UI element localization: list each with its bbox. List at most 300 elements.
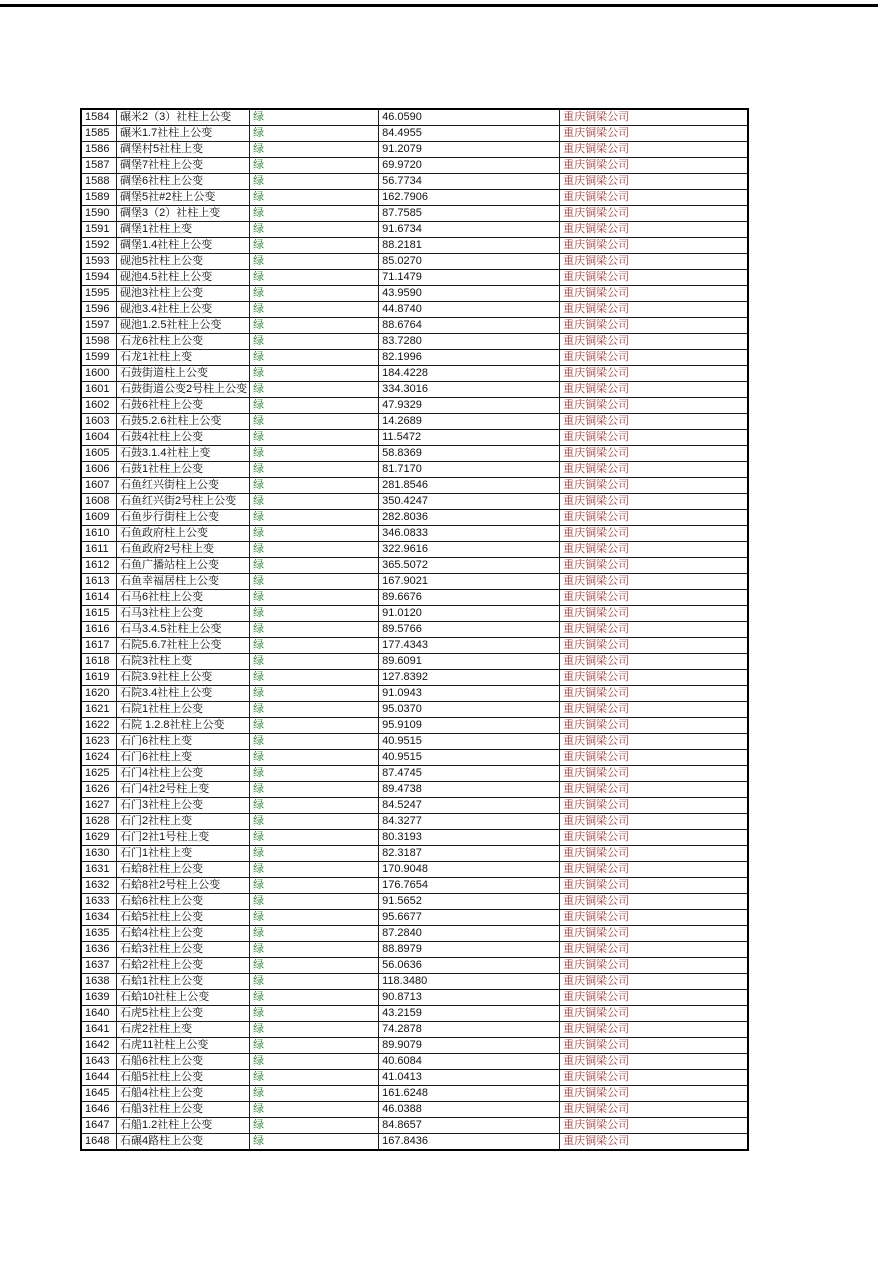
table-row xyxy=(81,526,748,542)
station-name-cell: 石船6社柱上公变 xyxy=(117,1054,250,1070)
company-cell: 重庆铜梁公司 xyxy=(560,270,749,286)
row-id-cell: 1623 xyxy=(81,734,117,750)
row-id-cell: 1643 xyxy=(81,1054,117,1070)
company-cell: 重庆铜梁公司 xyxy=(560,109,749,126)
status-cell: 绿 xyxy=(250,1086,379,1102)
status-cell: 绿 xyxy=(250,430,379,446)
company-cell: 重庆铜梁公司 xyxy=(560,334,749,350)
status-cell: 绿 xyxy=(250,798,379,814)
row-id-cell: 1624 xyxy=(81,750,117,766)
row-id-cell: 1648 xyxy=(81,1134,117,1151)
table-row xyxy=(81,1070,748,1086)
table-row xyxy=(81,158,748,174)
status-cell: 绿 xyxy=(250,590,379,606)
value-cell: 41.0413 xyxy=(379,1070,560,1086)
station-name-cell: 石鱼红兴街2号柱上公变 xyxy=(117,494,250,510)
station-name-cell: 石鼓4社柱上公变 xyxy=(117,430,250,446)
value-cell: 71.1479 xyxy=(379,270,560,286)
company-cell: 重庆铜梁公司 xyxy=(560,398,749,414)
status-cell: 绿 xyxy=(250,846,379,862)
row-id-cell: 1640 xyxy=(81,1006,117,1022)
row-id-cell: 1622 xyxy=(81,718,117,734)
table-row xyxy=(81,1102,748,1118)
station-name-cell: 石鱼步行街柱上公变 xyxy=(117,510,250,526)
status-cell: 绿 xyxy=(250,862,379,878)
table-row xyxy=(81,622,748,638)
company-cell: 重庆铜梁公司 xyxy=(560,622,749,638)
value-cell: 350.4247 xyxy=(379,494,560,510)
company-cell: 重庆铜梁公司 xyxy=(560,862,749,878)
company-cell: 重庆铜梁公司 xyxy=(560,494,749,510)
station-name-cell: 石门2社1号柱上变 xyxy=(117,830,250,846)
page-top-rule xyxy=(0,4,878,7)
value-cell: 161.6248 xyxy=(379,1086,560,1102)
station-name-cell: 碉堡村5社柱上变 xyxy=(117,142,250,158)
status-cell: 绿 xyxy=(250,718,379,734)
company-cell: 重庆铜梁公司 xyxy=(560,670,749,686)
company-cell: 重庆铜梁公司 xyxy=(560,574,749,590)
table-row xyxy=(81,1006,748,1022)
table-row xyxy=(81,606,748,622)
company-cell: 重庆铜梁公司 xyxy=(560,686,749,702)
company-cell: 重庆铜梁公司 xyxy=(560,1086,749,1102)
value-cell: 90.8713 xyxy=(379,990,560,1006)
value-cell: 89.6091 xyxy=(379,654,560,670)
company-cell: 重庆铜梁公司 xyxy=(560,782,749,798)
company-cell: 重庆铜梁公司 xyxy=(560,430,749,446)
value-cell: 91.0120 xyxy=(379,606,560,622)
row-id-cell: 1584 xyxy=(81,109,117,126)
status-cell: 绿 xyxy=(250,366,379,382)
station-name-cell: 石门3社柱上公变 xyxy=(117,798,250,814)
table-row xyxy=(81,190,748,206)
row-id-cell: 1591 xyxy=(81,222,117,238)
station-name-cell: 石蛤2社柱上公变 xyxy=(117,958,250,974)
station-name-cell: 石龙6社柱上公变 xyxy=(117,334,250,350)
value-cell: 89.6676 xyxy=(379,590,560,606)
station-name-cell: 石蛤8社2号柱上公变 xyxy=(117,878,250,894)
company-cell: 重庆铜梁公司 xyxy=(560,766,749,782)
station-name-cell: 碾米2（3）社柱上公变 xyxy=(117,109,250,126)
row-id-cell: 1646 xyxy=(81,1102,117,1118)
status-cell: 绿 xyxy=(250,958,379,974)
station-name-cell: 石蛤8社柱上公变 xyxy=(117,862,250,878)
station-name-cell: 石蛤3社柱上公变 xyxy=(117,942,250,958)
row-id-cell: 1619 xyxy=(81,670,117,686)
status-cell: 绿 xyxy=(250,270,379,286)
value-cell: 69.9720 xyxy=(379,158,560,174)
company-cell: 重庆铜梁公司 xyxy=(560,750,749,766)
status-cell: 绿 xyxy=(250,222,379,238)
station-name-cell: 碉堡1.4社柱上公变 xyxy=(117,238,250,254)
table-row xyxy=(81,766,748,782)
table-row xyxy=(81,318,748,334)
company-cell: 重庆铜梁公司 xyxy=(560,702,749,718)
station-name-cell: 石鼓3.1.4社柱上变 xyxy=(117,446,250,462)
status-cell: 绿 xyxy=(250,686,379,702)
company-cell: 重庆铜梁公司 xyxy=(560,366,749,382)
row-id-cell: 1595 xyxy=(81,286,117,302)
status-cell: 绿 xyxy=(250,766,379,782)
company-cell: 重庆铜梁公司 xyxy=(560,942,749,958)
company-cell: 重庆铜梁公司 xyxy=(560,190,749,206)
table-row xyxy=(81,1134,748,1151)
company-cell: 重庆铜梁公司 xyxy=(560,638,749,654)
station-name-cell: 石虎5社柱上公变 xyxy=(117,1006,250,1022)
value-cell: 82.3187 xyxy=(379,846,560,862)
station-name-cell: 石虎2社柱上变 xyxy=(117,1022,250,1038)
row-id-cell: 1626 xyxy=(81,782,117,798)
table-row xyxy=(81,590,748,606)
status-cell: 绿 xyxy=(250,142,379,158)
status-cell: 绿 xyxy=(250,558,379,574)
table-row xyxy=(81,798,748,814)
table-row xyxy=(81,878,748,894)
value-cell: 184.4228 xyxy=(379,366,560,382)
transformer-table-body xyxy=(81,109,748,1150)
row-id-cell: 1641 xyxy=(81,1022,117,1038)
company-cell: 重庆铜梁公司 xyxy=(560,798,749,814)
station-name-cell: 石鼓6社柱上公变 xyxy=(117,398,250,414)
table-row xyxy=(81,206,748,222)
row-id-cell: 1638 xyxy=(81,974,117,990)
station-name-cell: 石马6社柱上公变 xyxy=(117,590,250,606)
row-id-cell: 1631 xyxy=(81,862,117,878)
row-id-cell: 1625 xyxy=(81,766,117,782)
value-cell: 84.4955 xyxy=(379,126,560,142)
station-name-cell: 石船1.2社柱上公变 xyxy=(117,1118,250,1134)
status-cell: 绿 xyxy=(250,350,379,366)
table-row xyxy=(81,670,748,686)
value-cell: 84.3277 xyxy=(379,814,560,830)
row-id-cell: 1639 xyxy=(81,990,117,1006)
table-row xyxy=(81,174,748,190)
table-row xyxy=(81,1038,748,1054)
status-cell: 绿 xyxy=(250,510,379,526)
row-id-cell: 1629 xyxy=(81,830,117,846)
table-row xyxy=(81,942,748,958)
value-cell: 95.9109 xyxy=(379,718,560,734)
company-cell: 重庆铜梁公司 xyxy=(560,542,749,558)
row-id-cell: 1593 xyxy=(81,254,117,270)
row-id-cell: 1604 xyxy=(81,430,117,446)
station-name-cell: 石蛤6社柱上公变 xyxy=(117,894,250,910)
row-id-cell: 1628 xyxy=(81,814,117,830)
table-row xyxy=(81,846,748,862)
status-cell: 绿 xyxy=(250,622,379,638)
station-name-cell: 石鼓街道柱上公变 xyxy=(117,366,250,382)
company-cell: 重庆铜梁公司 xyxy=(560,974,749,990)
value-cell: 88.6764 xyxy=(379,318,560,334)
company-cell: 重庆铜梁公司 xyxy=(560,558,749,574)
station-name-cell: 石鱼红兴街柱上公变 xyxy=(117,478,250,494)
station-name-cell: 石门4社2号柱上变 xyxy=(117,782,250,798)
value-cell: 89.5766 xyxy=(379,622,560,638)
status-cell: 绿 xyxy=(250,238,379,254)
status-cell: 绿 xyxy=(250,1006,379,1022)
status-cell: 绿 xyxy=(250,894,379,910)
row-id-cell: 1634 xyxy=(81,910,117,926)
company-cell: 重庆铜梁公司 xyxy=(560,734,749,750)
value-cell: 43.9590 xyxy=(379,286,560,302)
row-id-cell: 1597 xyxy=(81,318,117,334)
station-name-cell: 石鱼广播站柱上公变 xyxy=(117,558,250,574)
table-row xyxy=(81,446,748,462)
station-name-cell: 碉堡3（2）社柱上变 xyxy=(117,206,250,222)
table-row xyxy=(81,334,748,350)
table-row xyxy=(81,1022,748,1038)
row-id-cell: 1642 xyxy=(81,1038,117,1054)
status-cell: 绿 xyxy=(250,302,379,318)
station-name-cell: 碉堡7社柱上公变 xyxy=(117,158,250,174)
status-cell: 绿 xyxy=(250,910,379,926)
company-cell: 重庆铜梁公司 xyxy=(560,1006,749,1022)
table-row xyxy=(81,126,748,142)
status-cell: 绿 xyxy=(250,286,379,302)
status-cell: 绿 xyxy=(250,109,379,126)
row-id-cell: 1637 xyxy=(81,958,117,974)
company-cell: 重庆铜梁公司 xyxy=(560,302,749,318)
table-row xyxy=(81,350,748,366)
value-cell: 11.5472 xyxy=(379,430,560,446)
status-cell: 绿 xyxy=(250,494,379,510)
company-cell: 重庆铜梁公司 xyxy=(560,1118,749,1134)
table-row xyxy=(81,686,748,702)
station-name-cell: 石鼓街道公变2号柱上公变 xyxy=(117,382,250,398)
table-row xyxy=(81,494,748,510)
table-row xyxy=(81,1086,748,1102)
status-cell: 绿 xyxy=(250,990,379,1006)
station-name-cell: 碉堡1社柱上变 xyxy=(117,222,250,238)
value-cell: 91.2079 xyxy=(379,142,560,158)
value-cell: 167.9021 xyxy=(379,574,560,590)
company-cell: 重庆铜梁公司 xyxy=(560,286,749,302)
company-cell: 重庆铜梁公司 xyxy=(560,878,749,894)
status-cell: 绿 xyxy=(250,254,379,270)
value-cell: 95.6677 xyxy=(379,910,560,926)
company-cell: 重庆铜梁公司 xyxy=(560,238,749,254)
station-name-cell: 砚池4.5社柱上公变 xyxy=(117,270,250,286)
status-cell: 绿 xyxy=(250,830,379,846)
table-row xyxy=(81,894,748,910)
company-cell: 重庆铜梁公司 xyxy=(560,382,749,398)
status-cell: 绿 xyxy=(250,638,379,654)
row-id-cell: 1598 xyxy=(81,334,117,350)
station-name-cell: 石院1社柱上公变 xyxy=(117,702,250,718)
status-cell: 绿 xyxy=(250,574,379,590)
table-row xyxy=(81,238,748,254)
station-name-cell: 砚池3.4社柱上公变 xyxy=(117,302,250,318)
company-cell: 重庆铜梁公司 xyxy=(560,830,749,846)
row-id-cell: 1585 xyxy=(81,126,117,142)
company-cell: 重庆铜梁公司 xyxy=(560,1070,749,1086)
row-id-cell: 1610 xyxy=(81,526,117,542)
value-cell: 88.2181 xyxy=(379,238,560,254)
value-cell: 118.3480 xyxy=(379,974,560,990)
value-cell: 91.5652 xyxy=(379,894,560,910)
row-id-cell: 1594 xyxy=(81,270,117,286)
value-cell: 46.0590 xyxy=(379,109,560,126)
station-name-cell: 石鼓1社柱上公变 xyxy=(117,462,250,478)
status-cell: 绿 xyxy=(250,190,379,206)
table-row xyxy=(81,638,748,654)
row-id-cell: 1615 xyxy=(81,606,117,622)
company-cell: 重庆铜梁公司 xyxy=(560,990,749,1006)
status-cell: 绿 xyxy=(250,606,379,622)
table-row xyxy=(81,702,748,718)
table-row xyxy=(81,910,748,926)
company-cell: 重庆铜梁公司 xyxy=(560,478,749,494)
company-cell: 重庆铜梁公司 xyxy=(560,350,749,366)
value-cell: 127.8392 xyxy=(379,670,560,686)
row-id-cell: 1647 xyxy=(81,1118,117,1134)
status-cell: 绿 xyxy=(250,334,379,350)
station-name-cell: 石鼓5.2.6社柱上公变 xyxy=(117,414,250,430)
station-name-cell: 石蛤10社柱上公变 xyxy=(117,990,250,1006)
row-id-cell: 1617 xyxy=(81,638,117,654)
value-cell: 58.8369 xyxy=(379,446,560,462)
table-row xyxy=(81,430,748,446)
status-cell: 绿 xyxy=(250,1102,379,1118)
station-name-cell: 石门2社柱上变 xyxy=(117,814,250,830)
station-name-cell: 石院3社柱上变 xyxy=(117,654,250,670)
value-cell: 56.7734 xyxy=(379,174,560,190)
table-row xyxy=(81,254,748,270)
row-id-cell: 1602 xyxy=(81,398,117,414)
value-cell: 80.3193 xyxy=(379,830,560,846)
row-id-cell: 1614 xyxy=(81,590,117,606)
table-row xyxy=(81,142,748,158)
status-cell: 绿 xyxy=(250,462,379,478)
station-name-cell: 石门6社柱上变 xyxy=(117,750,250,766)
row-id-cell: 1589 xyxy=(81,190,117,206)
table-row xyxy=(81,1118,748,1134)
company-cell: 重庆铜梁公司 xyxy=(560,254,749,270)
row-id-cell: 1611 xyxy=(81,542,117,558)
row-id-cell: 1627 xyxy=(81,798,117,814)
status-cell: 绿 xyxy=(250,414,379,430)
row-id-cell: 1612 xyxy=(81,558,117,574)
row-id-cell: 1633 xyxy=(81,894,117,910)
status-cell: 绿 xyxy=(250,1038,379,1054)
row-id-cell: 1620 xyxy=(81,686,117,702)
row-id-cell: 1603 xyxy=(81,414,117,430)
table-row xyxy=(81,286,748,302)
table-row xyxy=(81,270,748,286)
row-id-cell: 1599 xyxy=(81,350,117,366)
station-name-cell: 石虎11社柱上公变 xyxy=(117,1038,250,1054)
station-name-cell: 石蛤1社柱上公变 xyxy=(117,974,250,990)
value-cell: 88.8979 xyxy=(379,942,560,958)
value-cell: 322.9616 xyxy=(379,542,560,558)
station-name-cell: 石船5社柱上公变 xyxy=(117,1070,250,1086)
status-cell: 绿 xyxy=(250,814,379,830)
status-cell: 绿 xyxy=(250,1134,379,1151)
row-id-cell: 1616 xyxy=(81,622,117,638)
row-id-cell: 1607 xyxy=(81,478,117,494)
status-cell: 绿 xyxy=(250,878,379,894)
station-name-cell: 石门1社柱上变 xyxy=(117,846,250,862)
company-cell: 重庆铜梁公司 xyxy=(560,510,749,526)
table-row xyxy=(81,718,748,734)
station-name-cell: 石院3.4社柱上公变 xyxy=(117,686,250,702)
company-cell: 重庆铜梁公司 xyxy=(560,590,749,606)
company-cell: 重庆铜梁公司 xyxy=(560,1038,749,1054)
station-name-cell: 碉堡5社#2柱上公变 xyxy=(117,190,250,206)
company-cell: 重庆铜梁公司 xyxy=(560,526,749,542)
status-cell: 绿 xyxy=(250,398,379,414)
value-cell: 87.4745 xyxy=(379,766,560,782)
row-id-cell: 1632 xyxy=(81,878,117,894)
station-name-cell: 碾米1.7社柱上公变 xyxy=(117,126,250,142)
value-cell: 282.8036 xyxy=(379,510,560,526)
status-cell: 绿 xyxy=(250,158,379,174)
company-cell: 重庆铜梁公司 xyxy=(560,158,749,174)
company-cell: 重庆铜梁公司 xyxy=(560,654,749,670)
table-row xyxy=(81,542,748,558)
value-cell: 40.9515 xyxy=(379,750,560,766)
status-cell: 绿 xyxy=(250,702,379,718)
value-cell: 84.5247 xyxy=(379,798,560,814)
value-cell: 81.7170 xyxy=(379,462,560,478)
station-name-cell: 石院3.9社柱上公变 xyxy=(117,670,250,686)
company-cell: 重庆铜梁公司 xyxy=(560,142,749,158)
table-row xyxy=(81,734,748,750)
company-cell: 重庆铜梁公司 xyxy=(560,1134,749,1151)
value-cell: 43.2159 xyxy=(379,1006,560,1022)
status-cell: 绿 xyxy=(250,174,379,190)
table-row xyxy=(81,302,748,318)
company-cell: 重庆铜梁公司 xyxy=(560,462,749,478)
table-row xyxy=(81,462,748,478)
row-id-cell: 1600 xyxy=(81,366,117,382)
table-row xyxy=(81,926,748,942)
station-name-cell: 石船3社柱上公变 xyxy=(117,1102,250,1118)
company-cell: 重庆铜梁公司 xyxy=(560,958,749,974)
company-cell: 重庆铜梁公司 xyxy=(560,318,749,334)
status-cell: 绿 xyxy=(250,782,379,798)
company-cell: 重庆铜梁公司 xyxy=(560,606,749,622)
status-cell: 绿 xyxy=(250,478,379,494)
row-id-cell: 1644 xyxy=(81,1070,117,1086)
row-id-cell: 1596 xyxy=(81,302,117,318)
value-cell: 44.8740 xyxy=(379,302,560,318)
station-name-cell: 砚池1.2.5社柱上公变 xyxy=(117,318,250,334)
station-name-cell: 石鱼幸福居柱上公变 xyxy=(117,574,250,590)
row-id-cell: 1588 xyxy=(81,174,117,190)
company-cell: 重庆铜梁公司 xyxy=(560,414,749,430)
value-cell: 85.0270 xyxy=(379,254,560,270)
company-cell: 重庆铜梁公司 xyxy=(560,814,749,830)
table-row xyxy=(81,382,748,398)
status-cell: 绿 xyxy=(250,670,379,686)
value-cell: 170.9048 xyxy=(379,862,560,878)
table-row xyxy=(81,510,748,526)
station-name-cell: 石院5.6.7社柱上公变 xyxy=(117,638,250,654)
value-cell: 82.1996 xyxy=(379,350,560,366)
value-cell: 46.0388 xyxy=(379,1102,560,1118)
company-cell: 重庆铜梁公司 xyxy=(560,1022,749,1038)
value-cell: 162.7906 xyxy=(379,190,560,206)
status-cell: 绿 xyxy=(250,318,379,334)
station-name-cell: 石院 1.2.8社柱上公变 xyxy=(117,718,250,734)
value-cell: 281.8546 xyxy=(379,478,560,494)
transformer-table xyxy=(80,108,749,1151)
status-cell: 绿 xyxy=(250,734,379,750)
value-cell: 346.0833 xyxy=(379,526,560,542)
status-cell: 绿 xyxy=(250,1022,379,1038)
station-name-cell: 石船4社柱上公变 xyxy=(117,1086,250,1102)
